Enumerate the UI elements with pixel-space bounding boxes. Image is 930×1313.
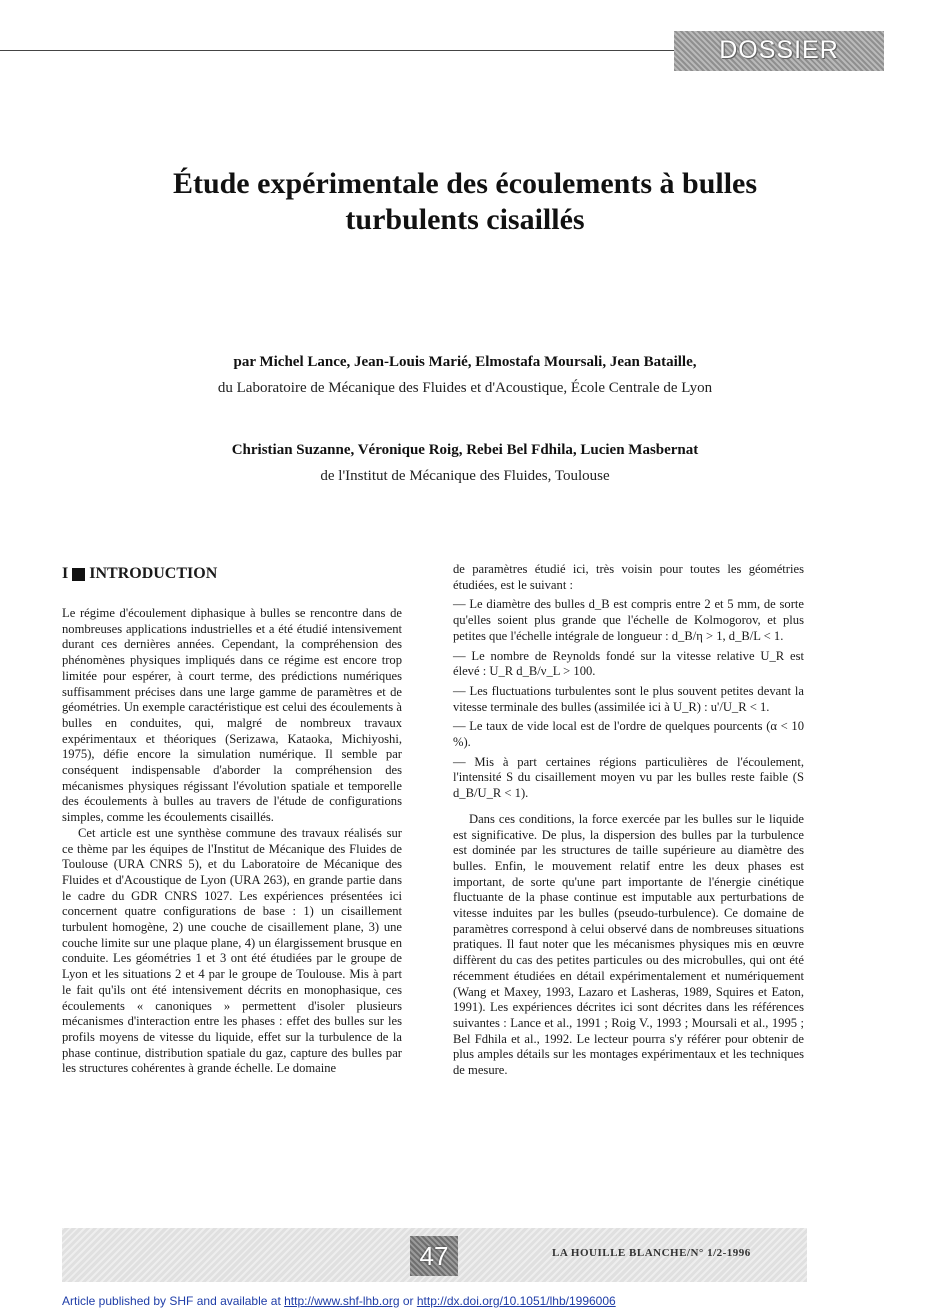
author-group-1: [60, 352, 870, 398]
affiliation-2: de l'Institut de Mécanique des Fluides, Toulouse: [320, 468, 610, 484]
section-banner: [674, 31, 884, 71]
title-line-2: turbulents cisaillés: [345, 203, 585, 236]
left-column: [62, 562, 402, 1077]
intro-paragraph-1: Le régime d'écoulement diphasique à bulles se rencontre dans de nombreuses applications industrielles et a été étudié intensivement durant ces dernières années. Cependant, la compréhension des phénomènes physiques impliqués dans ce régime est encore trop limitée pour espérer, à court terme, des prédictions numériques suffisamment précises dans une large gamme de paramètres et de géométries. Un exemple caractéristique est celui des écoulements à bulles en conduites, qui, malgré de nombreux travaux expérimentaux et théoriques (Serizawa, Kataoka, Michiyoshi, 1975), défie encore la simulation numérique. Il semble par conséquent indispensable d'aborder la compréhension des mécanismes physiques régissant l'évolution spatiale et temporelle des écoulements à bulles au travers de l'étude de configurations simples, comme les écoulements cisaillés.: [62, 606, 402, 825]
author-names-2: Christian Suzanne, Véronique Roig, Rebei Bel Fdhila, Lucien Masbernat: [231, 442, 699, 458]
author-names-1: par Michel Lance, Jean-Louis Marié, Elmostafa Moursali, Jean Bataille,: [233, 354, 697, 370]
parameters-intro: de paramètres étudié ici, très voisin pour toutes les géométries étudiées, est le suivant :: [453, 562, 804, 592]
section-heading: [62, 564, 402, 584]
section-square-icon: [72, 568, 85, 581]
parameter-item-1: — Le diamètre des bulles d_B est compris entre 2 et 5 mm, de sorte qu'elles soient plus grande que l'échelle de Kolmogorov, et plus petites que l'échelle intégrale de longueur : d_B/η > 1, d_B/L < 1.: [453, 597, 804, 643]
title-line-1: Étude expérimentale des écoulements à bulles: [172, 167, 758, 200]
publisher-prefix: Article published by SHF and available at: [62, 1294, 285, 1308]
section-banner-label: DOSSIER: [719, 36, 839, 64]
link-joiner: or: [399, 1294, 417, 1308]
article-title: [60, 166, 870, 238]
right-column: [453, 562, 804, 1083]
intro-paragraph-2: Cet article est une synthèse commune des travaux réalisés sur ce thème par les équipes de l'Institut de Mécanique des Fluides de Toulouse (URA CNRS 5), et du Laboratoire de Mécanique des Fluides et d'Acoustique de Lyon (URA 263), en grande partie dans le cadre du GDR CNRS 1027. Les expériences présentées ici concernent quatre configurations de base : 1) un cisaillement turbulent homogène, 2) une couche de cisaillement plane, 3) une couche limite sur une plaque plane, 4) un élargissement brusque en conduite. Les géométries 1 et 3 ont été étudiées par le groupe de Lyon et les situations 2 et 4 par le groupe de Toulouse. Mis à part le fait qu'ils ont été intensivement décrits en monophasique, ces écoulements « canoniques » permettent d'isoler plusieurs mécanismes d'interaction entre les phases : effet des bulles sur les profils moyens de vitesse du liquide, effet sur la turbulence de la phase continue, distribution spatiale du gaz, capture des bulles par les structures cohérentes à grande échelle. Le domaine: [62, 825, 402, 1076]
affiliation-1: du Laboratoire de Mécanique des Fluides et d'Acoustique, École Centrale de Lyon: [217, 380, 713, 396]
parameter-item-3: — Les fluctuations turbulentes sont le plus souvent petites devant la vitesse terminale des bulles (assimilée ici à U_R) : u'/U_R < 1.: [453, 683, 804, 714]
author-group-2: [60, 440, 870, 486]
page-number: 47: [410, 1236, 458, 1276]
parameter-item-5: — Mis à part certaines régions particulières de l'écoulement, l'intensité S du cisaillement moyen vu par les bulles reste faible (S d_B/U_R < 1).: [453, 754, 804, 801]
header-rule: [0, 50, 676, 51]
shf-link[interactable]: http://www.shf-lhb.org: [284, 1294, 400, 1308]
section-number: I: [62, 565, 69, 582]
conditions-paragraph: Dans ces conditions, la force exercée par les bulles sur le liquide est significative. De plus, la dispersion des bulles par la turbulence est dominée par les structures de taille supérieure au diamètre des bulles. Enfin, le mouvement relatif entre les deux phases est important, de sorte qu'une part importante de l'énergie cinétique fluctuante de la phase continue est imputable aux perturbations de vitesse induites par les bulles (pseudo-turbulence). Ce domaine de paramètres correspond à celui observé dans de nombreuses situations pratiques. Il faut noter que les mécanismes physiques mis en œuvre diffèrent du cas des petites particules ou des microbulles, qui ont été récemment étudiées en détail expérimentalement et numériquement (Wang et Maxey, 1993, Lazaro et Lasheras, 1989, Squires et Eaton, 1991). Les expériences décrites ici sont décrites dans les références suivantes : Lance et al., 1991 ; Roig V., 1993 ; Moursali et al., 1995 ; Bel Fdhila et al., 1992. Le lecteur pourra s'y référer pour obtenir de plus amples détails sur les montages expérimentaux et les techniques de mesure.: [453, 811, 804, 1078]
parameter-item-2: — Le nombre de Reynolds fondé sur la vitesse relative U_R est élevé : U_R d_B/ν_L > 100.: [453, 648, 804, 679]
parameter-item-4: — Le taux de vide local est de l'ordre de quelques pourcents (α < 10 %).: [453, 719, 804, 750]
doi-link[interactable]: http://dx.doi.org/10.1051/lhb/1996006: [416, 1294, 616, 1308]
publisher-notice: [62, 1294, 922, 1308]
journal-reference: LA HOUILLE BLANCHE/N° 1/2-1996: [552, 1247, 751, 1259]
section-title: INTRODUCTION: [89, 565, 218, 582]
